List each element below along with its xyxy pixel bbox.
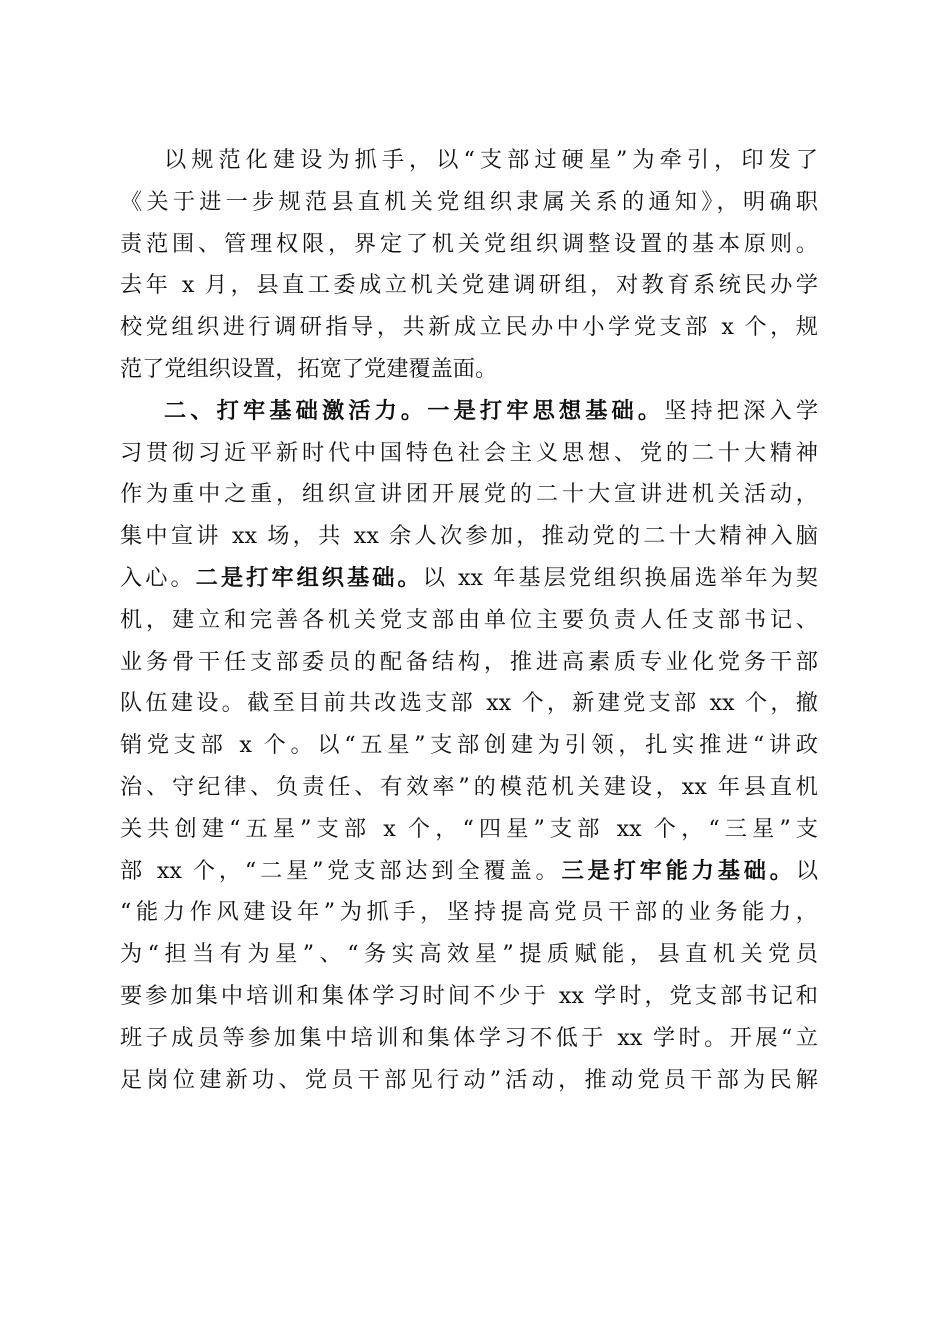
text-line: 治、守纪律、负责任、有效率”的模范机关建设，xx 年县直机 [120,773,818,800]
section-heading: 二、打牢基础激活力。 [164,397,428,424]
paragraph-2 [120,391,818,1102]
text-line: 队伍建设。截至目前共改选支部 xx 个，新建党支部 xx 个，撤 [120,690,818,717]
text-line: 作为重中之重，组织宣讲团开展党的二十大宣讲进机关活动， [120,481,818,508]
text-run: 部 xx 个，“二星”党支部达到全覆盖。 [120,857,562,884]
text-line [120,391,818,433]
text-line: 机，建立和完善各机关党支部由单位主要负责人任支部书记、 [120,606,818,633]
subheading-2: 二是打牢组织基础。 [195,564,423,591]
text-line: 校党组织进行调研指导，共新成立民办中小学党支部 x 个，规 [120,314,818,341]
text-line: 业务骨干任支部委员的配备结构，推进高素质专业化党务干部 [120,648,818,675]
text-run: 以 xx 年基层党组织换届选举年为契 [422,564,818,591]
text-line: 《关于进一步规范县直机关党组织隶属关系的通知》，明确职 [120,188,818,215]
subheading-3: 三是打牢能力基础。 [561,857,796,884]
text-line: 为“担当有为星”、“务实高效星”提质赋能，县直机关党员 [120,941,818,968]
text-line: 以规范化建设为抓手，以“支部过硬星”为牵引，印发了 [164,147,818,173]
text-line: 销党支部 x 个。以“五星”支部创建为引领，扎实推进“讲政 [120,732,818,759]
text-line: 足岗位建新功、党员干部见行动”活动，推动党员干部为民解 [120,1066,818,1093]
text-line: 责范围、管理权限，界定了机关党组织调整设置的基本原则。 [120,230,818,257]
text-run: 入心。 [120,564,196,591]
document-body [120,140,818,1101]
text-line: “能力作风建设年”为抓手，坚持提高党员干部的业务能力， [120,899,818,926]
paragraph-1 [120,140,818,391]
text-line: 班子成员等参加集中培训和集体学习不低于 xx 学时。开展“立 [120,1024,818,1051]
text-line: 要参加集中培训和集体学习时间不少于 xx 学时，党支部书记和 [120,982,818,1009]
text-line: 集中宣讲 xx 场，共 xx 余人次参加，推动党的二十大精神入脑 [120,523,818,550]
text-line [120,851,818,893]
text-line: 习贯彻习近平新时代中国特色社会主义思想、党的二十大精神 [120,439,818,466]
subheading-1: 一是打牢思想基础。 [427,397,665,424]
text-line: 关共创建“五星”支部 x 个，“四星”支部 xx 个，“三星”支 [120,815,818,842]
text-line: 范了党组织设置，拓宽了党建覆盖面。 [120,355,498,382]
text-line: 去年 x 月，县直工委成立机关党建调研组，对教育系统民办学 [120,272,818,299]
text-line [120,558,818,600]
text-run: 坚持把深入学 [664,397,818,424]
text-run: 以 [795,857,818,884]
